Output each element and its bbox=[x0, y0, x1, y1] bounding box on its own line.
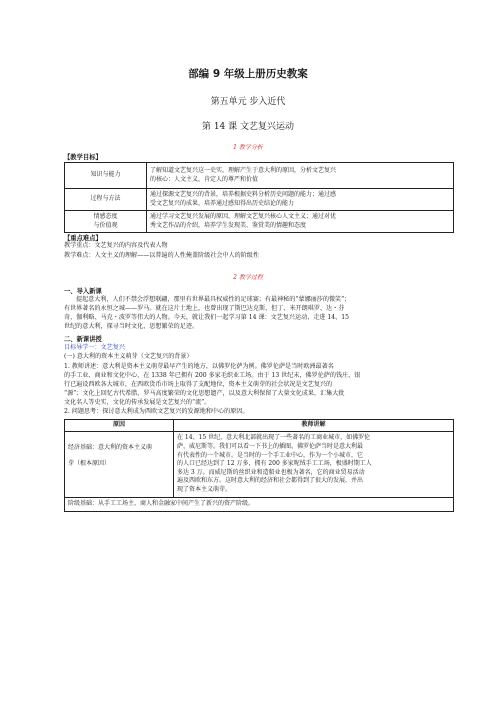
table-header-row bbox=[65, 420, 454, 432]
table-header-explain: 教师讲解 bbox=[174, 420, 454, 432]
subsection-heading: (一) 意大利的资本主义萌芽（文艺复兴的背景） bbox=[64, 353, 193, 360]
intro-line: 提起意大利，人们不禁会浮想联翩，那里有世界最具权威性的足球赛；有最神秘的“蒙娜丽莎的微笑”； bbox=[76, 296, 351, 303]
table-row bbox=[65, 498, 454, 512]
cause-cell bbox=[65, 432, 174, 498]
intro-line: 有世界著名的永恒之城——罗马。就在这片土地上，也曾出现了斯巴达克斯、但丁、米开朗琪罗、达・芬 bbox=[64, 305, 345, 312]
paragraph-line: 1. 教师讲述：意大利是资本主义萌芽最早产生的地方，以佛罗伦萨为例。佛罗伦萨是当时欧洲最著名 bbox=[64, 363, 334, 370]
goal-name: 知识与能力 bbox=[65, 163, 147, 189]
explain-line: 的人口已经达到了 12 万多，拥有 200 多家呢绒手工工场，极盛时期工人 bbox=[177, 460, 372, 468]
goal-row bbox=[65, 189, 454, 211]
goal-line: 通过探源文艺复兴的背景，培养根据史料分析历史问题的能力；通过感 bbox=[150, 190, 337, 198]
explain-cell bbox=[174, 432, 454, 498]
paragraph-line: “源”；文化上回忆古代希腊、罗马高度繁荣的文化思想遗产，以及意大利保留了大量文化成果，汇集大批 bbox=[64, 390, 345, 397]
intro-line: 世纪的意大利，探寻当时文化、思想繁荣的足迹。 bbox=[64, 323, 199, 330]
explain-line: 在 14、15 世纪，意大利北部就出现了一些著名的工商业城市，如佛罗伦 bbox=[177, 434, 371, 442]
keypoints-label: 【重点难点】 bbox=[64, 235, 102, 242]
goal-line: 通过学习文艺复兴发展的原因，理解文艺复兴核心人文主义；通过对优 bbox=[150, 212, 337, 220]
goal-line: 的核心：人文主义，肯定人的尊严和价值 bbox=[150, 175, 259, 183]
table-row bbox=[65, 432, 454, 498]
reasons-table bbox=[64, 419, 454, 512]
unit-title: 第五单元 步入近代 bbox=[210, 97, 286, 107]
goal-text bbox=[147, 211, 454, 233]
difficult-point: 教学难点：人文主义的理解——以普遍的人性掩盖阶级社会中人的阶级性 bbox=[64, 252, 259, 259]
goal-row bbox=[65, 211, 454, 233]
table-header-cause: 原因 bbox=[65, 420, 174, 432]
goal-row bbox=[65, 163, 454, 189]
paragraph-line: 的手工业、商业和文化中心，在 1338 年已拥有 200 多家毛织业工场。由于 13 世纪末，佛罗伦萨的钱庄、银 bbox=[64, 372, 361, 379]
goal-line: 秀文艺作品的介绍，培养学生发现美、鉴赏美的情趣和态度 bbox=[150, 221, 307, 229]
goal-text bbox=[147, 189, 454, 211]
section-heading-analysis: 1 教学分析 bbox=[233, 144, 263, 151]
goals-label: 【教学目标】 bbox=[64, 154, 102, 161]
explain-line: 遍及西欧和东方。这时意大利的经济和社会都得到了很大的发展，并出 bbox=[177, 477, 364, 485]
goal-name-line: 与价值观 bbox=[93, 221, 118, 229]
goal-name-line: 情感态度 bbox=[93, 212, 118, 220]
key-point: 教学重点：文艺复兴的内容及代表人物 bbox=[64, 242, 168, 249]
question-line: 2. 问题思考：探讨意大利成为西欧文艺复兴的发源地和中心的原因。 bbox=[64, 408, 249, 415]
explain-line: 有代表性的一个城市。是当时的一个手工业中心，作为一个小城市，它 bbox=[177, 451, 364, 459]
explain-line: 现了资本主义萌芽。 bbox=[177, 485, 232, 493]
explain-line: 萨、威尼斯等。我们可以看一下书上的插图。佛罗伦萨当时是意大利最 bbox=[177, 443, 364, 451]
document-title: 部编 9 年级上册历史教案 bbox=[188, 68, 308, 80]
section-heading-process: 2 教学过程 bbox=[233, 274, 263, 281]
cause-line: 经济基础：意大利的资本主义萌 bbox=[68, 444, 153, 451]
lesson-title: 第 14 课 文艺复兴运动 bbox=[201, 122, 295, 132]
goals-table bbox=[64, 162, 454, 233]
cause-line: 芽（根本原因） bbox=[68, 460, 111, 467]
intro-line: 奇、伽利略、马克・波罗等伟大的人物。今天，就让我们一起学习第 14 课：文艺复兴运动，走进 14、15 bbox=[64, 314, 350, 321]
explain-line: 多达 3 万。而威尼斯的丝织业和造船业也极为著名，它的商业贸易活动 bbox=[177, 468, 365, 476]
new-lesson-heading: 二、新课讲授 bbox=[64, 336, 102, 343]
guide-heading: 目标导学一：文艺复兴 bbox=[64, 344, 125, 351]
paragraph-line: 行已遍设西欧各大城市，在西欧货币市场上取得了支配地位，资本主义萌芽的社会状况是文艺复兴的 bbox=[64, 381, 333, 388]
goal-line: 受文艺复兴的成果，培养通过感知得出历史结论的能力 bbox=[150, 199, 295, 207]
goal-name bbox=[65, 211, 147, 233]
class-basis-cell: 阶级基础：从手工工场主、商人和金融家中间产生了新兴的资产阶级。 bbox=[65, 498, 454, 512]
intro-heading: 一、导入新课 bbox=[64, 288, 102, 295]
goal-text bbox=[147, 163, 454, 189]
goal-name: 过程与方法 bbox=[65, 189, 147, 211]
goal-line: 了解知道文艺复兴这一史实，理解产生于意大利的原因，分析文艺复兴 bbox=[150, 166, 337, 174]
paragraph-line: 文化名人等史实，文化的传承发展是文艺复兴的“流”。 bbox=[64, 399, 211, 406]
